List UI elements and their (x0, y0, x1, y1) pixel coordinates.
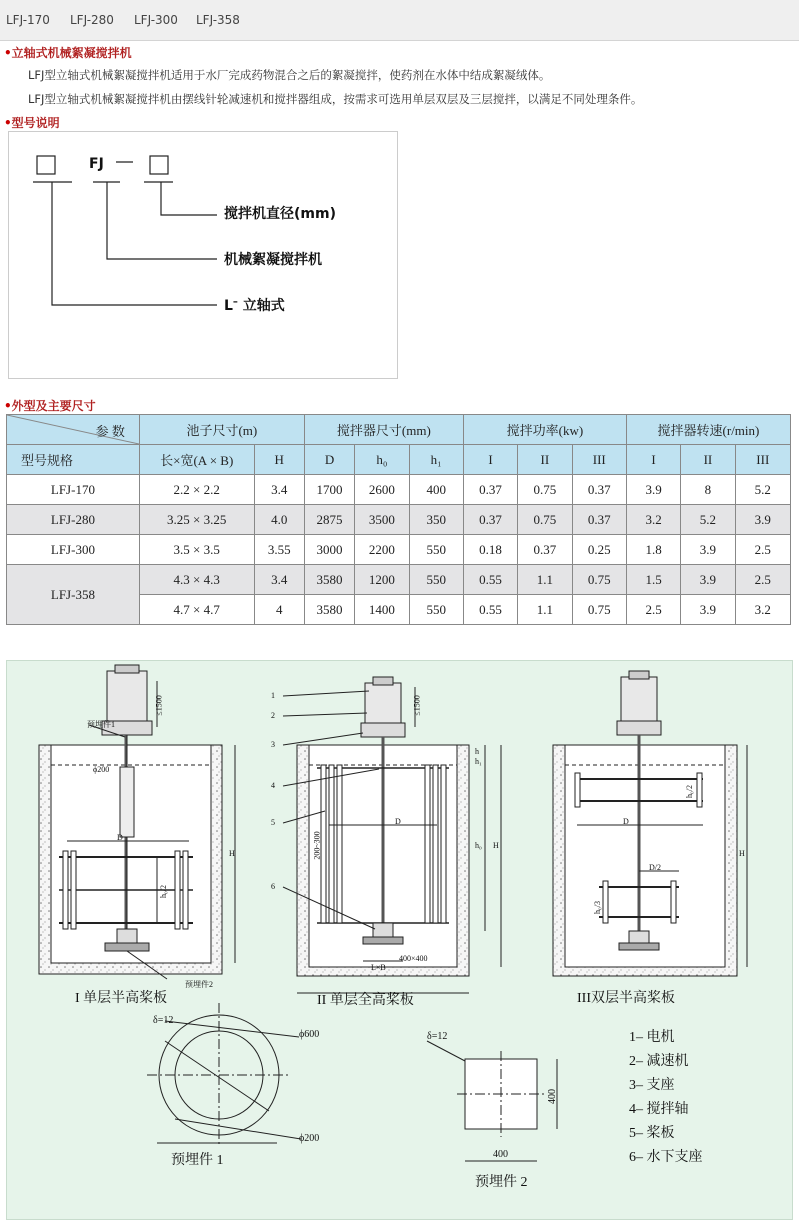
header-params-model: 参 数 (7, 415, 140, 445)
label-vertical: L– 立轴式 (224, 296, 285, 314)
table-cell: 3580 (304, 565, 354, 595)
sub-header: h₀ (355, 445, 409, 475)
header-speed: 搅拌器转速(r/min) (626, 415, 790, 445)
model-diagram (8, 131, 398, 379)
tab-lfj-280[interactable]: LFJ-280 (70, 13, 114, 27)
table-cell: 2200 (355, 535, 409, 565)
table-cell: 3.9 (681, 535, 735, 565)
table-cell: 3.2 (626, 505, 680, 535)
header-model: 型号规格 (7, 445, 140, 475)
sub-header: h₁ (409, 445, 463, 475)
table-cell: 2.5 (626, 595, 680, 625)
label-LB: L×B (371, 963, 386, 972)
model-tabs (0, 0, 799, 41)
model-title: •型号说明 (4, 116, 60, 130)
table-cell: 0.25 (572, 535, 626, 565)
label-1500-2: ≤1500 (412, 695, 422, 716)
label-delta12-b: δ=12 (427, 1031, 448, 1042)
label-h0: h₀ (475, 841, 482, 850)
tab-lfj-358[interactable]: LFJ-358 (196, 13, 240, 27)
sub-header: II (518, 445, 572, 475)
header-power: 搅拌功率(kw) (463, 415, 626, 445)
label-h0-third: h₀/3 (593, 900, 603, 915)
cell-model: LFJ-170 (7, 475, 140, 505)
table-cell: 3.9 (735, 505, 790, 535)
table-cell: 0.75 (518, 505, 572, 535)
specs-title: •外型及主要尺寸 (4, 399, 96, 413)
num-2: 2 (271, 711, 275, 720)
header-pool: 池子尺寸(m) (139, 415, 304, 445)
label-phi200b: ϕ200 (299, 1133, 320, 1144)
table-cell: 2.2 × 2.2 (139, 475, 254, 505)
table-cell: 1400 (355, 595, 409, 625)
table-cell: 2875 (304, 505, 354, 535)
table-cell: 550 (409, 535, 463, 565)
table-row (7, 535, 791, 565)
table-cell: 4.0 (254, 505, 304, 535)
tab-lfj-300[interactable]: LFJ-300 (134, 13, 178, 27)
table-cell: 2.5 (735, 535, 790, 565)
legend-reducer: 2– 减速机 (629, 1054, 689, 1069)
table-cell: 3.9 (681, 565, 735, 595)
table-cell: 350 (409, 505, 463, 535)
table-cell: 0.37 (463, 475, 517, 505)
cell-model: LFJ-300 (7, 535, 140, 565)
caption-embedded-2: 预埋件 2 (475, 1175, 528, 1190)
label-h0-half: h₀/2 (159, 884, 169, 899)
table-cell: 0.37 (572, 475, 626, 505)
legend-motor: 1– 电机 (629, 1030, 675, 1045)
specs-table (6, 414, 791, 625)
table-cell: 5.2 (681, 505, 735, 535)
cell-model: LFJ-358 (7, 565, 140, 625)
sub-header: III (735, 445, 790, 475)
caption-3: III双层半高桨板 (577, 991, 675, 1006)
label-H-3: H (739, 849, 745, 858)
table-cell: 8 (681, 475, 735, 505)
intro-paragraph-2: LFJ型立轴式机械絮凝搅拌机由摆线针轮减速机和搅拌器组成，按需求可选用单层双层及三层搅拌，以满足不同处理条件。 (28, 92, 643, 106)
label-H: H (229, 849, 235, 858)
label-D2: D/2 (649, 863, 661, 872)
label-400-h: 400 (493, 1149, 508, 1160)
table-cell: 0.37 (572, 505, 626, 535)
label-type: 机械絮凝搅拌机 (224, 252, 322, 268)
label-D-2: D (395, 817, 401, 826)
label-embedded-2: 预埋件2 (185, 980, 213, 989)
caption-1: I 单层半高桨板 (75, 991, 168, 1006)
legend-underwater-support: 6– 水下支座 (629, 1150, 703, 1165)
table-cell: 5.2 (735, 475, 790, 505)
intro-title: •立轴式机械絮凝搅拌机 (4, 46, 132, 60)
table-cell: 4 (254, 595, 304, 625)
table-cell: 1700 (304, 475, 354, 505)
legend-shaft: 4– 搅拌轴 (629, 1102, 689, 1117)
table-cell: 400 (409, 475, 463, 505)
table-cell: 0.75 (572, 565, 626, 595)
num-6: 6 (271, 882, 275, 891)
table-cell: 550 (409, 565, 463, 595)
sub-header: D (304, 445, 354, 475)
label-D-3: D (623, 817, 629, 826)
num-3: 3 (271, 740, 275, 749)
label-h0-half-2: h₀/2 (685, 784, 695, 799)
sub-header: II (681, 445, 735, 475)
legend-paddle: 5– 桨板 (629, 1126, 675, 1141)
num-1: 1 (271, 691, 275, 700)
label-D: D (117, 833, 123, 842)
num-5: 5 (271, 818, 275, 827)
label-diameter: 搅拌机直径(mm) (224, 206, 336, 222)
sub-header: I (626, 445, 680, 475)
table-cell: 3.4 (254, 565, 304, 595)
table-cell: 3.2 (735, 595, 790, 625)
table-cell: 1200 (355, 565, 409, 595)
header-mixer: 搅拌器尺寸(mm) (304, 415, 463, 445)
table-cell: 3.9 (626, 475, 680, 505)
table-cell: 3.5 × 3.5 (139, 535, 254, 565)
table-cell: 3000 (304, 535, 354, 565)
engineering-drawing (6, 660, 793, 1220)
model-code: FJ (89, 156, 104, 172)
legend-support: 3– 支座 (629, 1078, 675, 1093)
table-cell: 0.55 (463, 565, 517, 595)
label-1500: ≤1500 (154, 695, 164, 716)
table-cell: 3.25 × 3.25 (139, 505, 254, 535)
caption-2: II 单层全高桨板 (317, 993, 414, 1008)
label-phi600: ϕ600 (299, 1029, 320, 1040)
sub-header: I (463, 445, 517, 475)
table-cell: 3.55 (254, 535, 304, 565)
table-cell: 2.5 (735, 565, 790, 595)
sub-header: 长×宽(A × B) (139, 445, 254, 475)
table-cell: 4.7 × 4.7 (139, 595, 254, 625)
table-cell: 1.5 (626, 565, 680, 595)
table-row (7, 565, 791, 595)
label-h1: h₁ (475, 757, 482, 766)
table-cell: 0.75 (518, 475, 572, 505)
sub-header: III (572, 445, 626, 475)
table-cell: 1.1 (518, 565, 572, 595)
cell-model: LFJ-280 (7, 505, 140, 535)
table-row (7, 505, 791, 535)
table-cell: 2600 (355, 475, 409, 505)
intro-paragraph-1: LFJ型立轴式机械絮凝搅拌机适用于水厂完成药物混合之后的絮凝搅拌，使药剂在水体中结成絮凝绒体。 (28, 68, 551, 82)
num-4: 4 (271, 781, 275, 790)
table-row (7, 475, 791, 505)
label-400-v: 400 (547, 1089, 558, 1104)
table-cell: 3.4 (254, 475, 304, 505)
table-cell: 0.55 (463, 595, 517, 625)
label-200-300: 200~300 (312, 831, 322, 860)
table-cell: 0.75 (572, 595, 626, 625)
label-delta12: δ=12 (153, 1015, 174, 1026)
table-cell: 0.37 (518, 535, 572, 565)
table-cell: 3500 (355, 505, 409, 535)
table-cell: 3.9 (681, 595, 735, 625)
caption-embedded-1: 预埋件 1 (171, 1153, 224, 1168)
label-embedded-1: 预埋件1 (87, 720, 115, 729)
tab-lfj-170[interactable]: LFJ-170 (6, 13, 50, 27)
table-cell: 0.18 (463, 535, 517, 565)
table-cell: 550 (409, 595, 463, 625)
table-cell: 0.37 (463, 505, 517, 535)
table-cell: 1.1 (518, 595, 572, 625)
table-cell: 3580 (304, 595, 354, 625)
label-400sq: 400×400 (399, 954, 428, 963)
label-phi200: ϕ200 (93, 765, 110, 774)
sub-header: H (254, 445, 304, 475)
table-cell: 1.8 (626, 535, 680, 565)
table-cell: 4.3 × 4.3 (139, 565, 254, 595)
label-h: h (475, 747, 479, 756)
label-H-2: H (493, 841, 499, 850)
